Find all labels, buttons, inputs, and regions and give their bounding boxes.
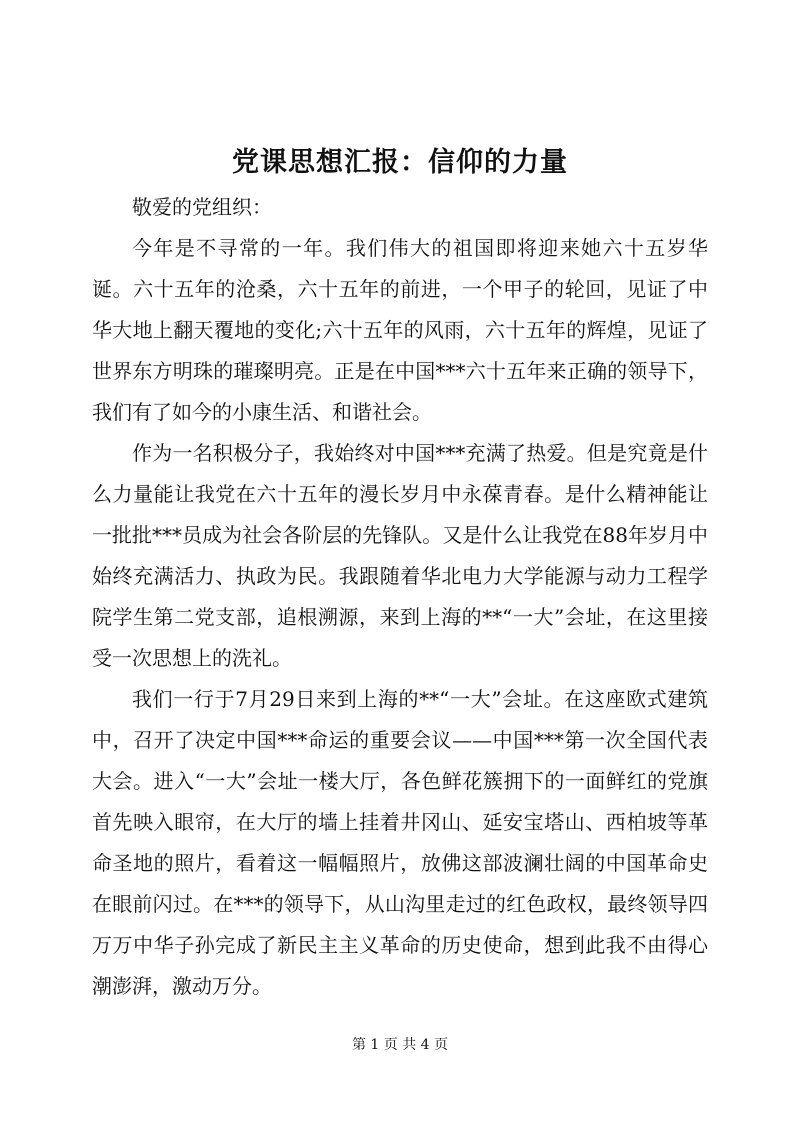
page-footer: 第 1 页 共 4 页 — [351, 1037, 449, 1053]
paragraph-3: 我们一行于7月29日来到上海的**“一大”会址。在这座欧式建筑中，召开了决定中国***命运的重要会议——中国***第一次全国代表大会。进入“一大”会址一楼大厅，各色鲜花簇拥下的一面鲜红的党旗首先映入眼帘，在大厅的墙上挂着井冈山、延安宝塔山、西柏坡等革命圣地的照片，看着这一幅幅照片，放佛这部波澜壮阔的中国革命史在眼前闪过。在***的领导下，从山沟里走过的红色政权，最终领导四万万中华子孙完成了新民主主义革命的历史使命，想到此我不由得心潮澎湃，激动万分。 — [92, 687, 708, 998]
paragraph-1: 今年是不寻常的一年。我们伟大的祖国即将迎来她六十五岁华诞。六十五年的沧桑，六十五年的前进，一个甲子的轮回，见证了中华大地上翻天覆地的变化;六十五年的风雨，六十五年的辉煌，见证了世界东方明珠的璀璨明亮。正是在中国***六十五年来正确的领导下，我们有了如今的小康生活、和谐社会。 — [92, 236, 708, 424]
document-title: 党课思想汇报：信仰的力量 — [232, 147, 568, 178]
paragraph-2: 作为一名积极分子，我始终对中国***充满了热爱。但是究竟是什么力量能让我党在六十五年的漫长岁月中永葆青春。是什么精神能让一批批***员成为社会各阶层的先锋队。又是什么让我党在88年岁月中始终充满活力、执政为民。我跟随着华北电力大学能源与动力工程学院学生第二党支部，追根溯源，来到上海的**“一大”会址，在这里接受一次思想上的洗礼。 — [92, 441, 708, 670]
salutation: 敬爱的党组织： — [132, 195, 272, 219]
document-body — [92, 187, 708, 1007]
